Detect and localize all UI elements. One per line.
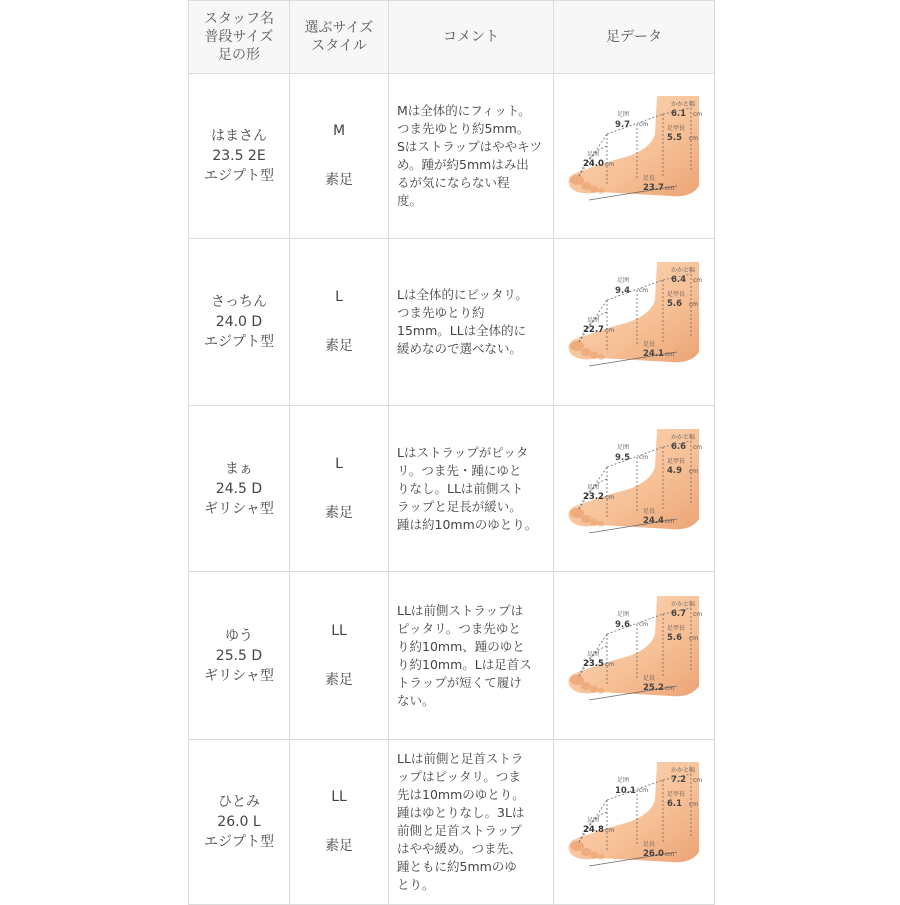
instep-unit: cm — [639, 453, 649, 461]
foot-width-unit: cm — [689, 634, 699, 642]
size-comparison-table — [188, 0, 715, 905]
ball-label: 足囲 — [587, 817, 600, 824]
length-label: 足長 — [643, 507, 656, 515]
foot-width-value: 5.5 — [667, 133, 683, 143]
staff-name: さっちん — [211, 294, 267, 310]
length-value: 23.7 — [643, 183, 664, 193]
staff-name: はまさん — [211, 128, 267, 144]
table-row — [189, 406, 715, 572]
instep-value: 9.7 — [615, 120, 631, 130]
chosen-size: L — [335, 289, 343, 305]
foot-diagram — [559, 594, 709, 718]
staff-cell — [189, 74, 290, 239]
ball-value: 23.5 — [583, 658, 604, 669]
size-cell — [290, 572, 389, 740]
instep-label: 足囲 — [617, 111, 630, 118]
table-row — [189, 239, 715, 406]
ball-label: 足囲 — [587, 317, 600, 324]
style: 素足 — [325, 338, 353, 354]
length-unit: cm — [665, 684, 675, 692]
instep-label: 足囲 — [617, 443, 630, 451]
heel-width-label: かかと幅 — [671, 767, 696, 774]
staff-cell — [189, 740, 290, 905]
instep-unit: cm — [639, 620, 649, 628]
length-label: 足長 — [643, 341, 656, 348]
size-cell — [290, 406, 389, 572]
heel-width-label: かかと幅 — [671, 600, 696, 608]
header-comment: コメント — [389, 1, 554, 74]
table-row — [189, 740, 715, 905]
foot-diagram — [559, 94, 709, 218]
comment-cell: Mは全体的にフィット。 つま先ゆとり約5mm。 Sはストラップはややキツ め。踵が約5mmはみ出 るが気にならない程 度。 — [389, 74, 554, 239]
heel-width-unit: cm — [693, 111, 703, 118]
style: 素足 — [325, 838, 353, 854]
foot-width-value: 6.1 — [667, 799, 683, 809]
foot-width-unit: cm — [689, 467, 699, 475]
heel-width-unit: cm — [693, 277, 703, 284]
style: 素足 — [325, 504, 353, 521]
foot-shape: ギリシャ型 — [204, 500, 274, 517]
ball-label: 足囲 — [587, 483, 600, 491]
heel-width-unit: cm — [693, 777, 703, 784]
instep-label: 足囲 — [617, 610, 630, 618]
size-cell — [290, 239, 389, 406]
style: 素足 — [325, 671, 353, 688]
usual-size: 24.0 D — [215, 314, 263, 330]
instep-unit: cm — [639, 287, 649, 294]
foot-width-label: 足甲長 — [667, 291, 686, 298]
comment-cell: Lはストラップがピッタ リ。つま先・踵にゆと りなし。LLは前側スト ラップと足長が緩い。 踵は約10mmのゆとり。 — [389, 406, 554, 572]
ball-unit: cm — [605, 660, 615, 668]
comment-cell: Lは全体的にピッタリ。 つま先ゆとり約 15mm。LLは全体的に 緩めなので選べない。 — [389, 239, 554, 406]
foot-diagram — [559, 260, 709, 384]
instep-value: 9.6 — [615, 619, 631, 630]
heel-width-label: かかと幅 — [671, 433, 696, 441]
foot-data-cell — [554, 239, 715, 406]
chosen-size: M — [332, 123, 346, 139]
instep-value: 10.1 — [615, 786, 636, 796]
heel-width-label: かかと幅 — [671, 267, 696, 274]
staff-cell — [189, 406, 290, 572]
foot-width-label: 足甲長 — [667, 624, 686, 632]
usual-size: 24.5 D — [215, 480, 263, 497]
ball-value: 23.2 — [583, 491, 604, 502]
chosen-size: LL — [331, 622, 347, 639]
foot-width-unit: cm — [689, 801, 699, 808]
foot-width-label: 足甲長 — [667, 125, 686, 132]
staff-cell — [189, 239, 290, 406]
ball-label: 足囲 — [587, 151, 600, 158]
heel-width-unit: cm — [693, 610, 703, 618]
foot-shape: エジプト型 — [204, 168, 274, 184]
foot-shape: ギリシャ型 — [204, 667, 274, 684]
heel-width-value: 6.6 — [671, 441, 687, 452]
ball-unit: cm — [605, 493, 615, 501]
length-value: 24.1 — [643, 349, 664, 359]
ball-value: 24.8 — [583, 825, 604, 835]
staff-name: ゆう — [225, 627, 253, 644]
heel-width-unit: cm — [693, 443, 703, 451]
foot-data-cell — [554, 740, 715, 905]
ball-unit: cm — [605, 161, 615, 168]
foot-width-value: 5.6 — [667, 299, 683, 309]
foot-data-cell — [554, 74, 715, 239]
staff-name: まぁ — [225, 460, 253, 477]
length-unit: cm — [665, 185, 675, 192]
size-cell — [290, 740, 389, 905]
length-label: 足長 — [643, 175, 656, 182]
foot-diagram — [559, 760, 709, 884]
style: 素足 — [325, 172, 353, 188]
header-size-style: 選ぶサイズ スタイル — [290, 1, 389, 74]
heel-width-value: 7.2 — [671, 775, 687, 785]
ball-unit: cm — [605, 327, 615, 334]
comment-cell: LLは前側と足首ストラ ップはピッタリ。つま 先は10mmのゆとり。 踵はゆとりなし。3Lは 前側と足首ストラップ はやや緩め。つま先、 踵ともに約5mmのゆ とり。 — [389, 740, 554, 905]
instep-unit: cm — [639, 121, 649, 128]
instep-unit: cm — [639, 787, 649, 794]
ball-unit: cm — [605, 827, 615, 834]
length-unit: cm — [665, 351, 675, 358]
heel-width-value: 6.4 — [671, 275, 687, 285]
instep-label: 足囲 — [617, 777, 630, 784]
heel-width-label: かかと幅 — [671, 101, 696, 108]
foot-diagram — [559, 427, 709, 551]
foot-shape: エジプト型 — [204, 334, 274, 350]
table-header-row — [189, 1, 715, 74]
length-value: 24.4 — [643, 515, 664, 526]
foot-width-label: 足甲長 — [667, 791, 686, 798]
foot-shape: エジプト型 — [204, 834, 274, 850]
ball-value: 22.7 — [583, 325, 604, 335]
usual-size: 23.5 2E — [212, 148, 266, 164]
size-cell — [290, 74, 389, 239]
table-row — [189, 572, 715, 740]
heel-width-value: 6.7 — [671, 608, 687, 619]
foot-width-value: 5.6 — [667, 632, 683, 643]
foot-width-label: 足甲長 — [667, 457, 686, 465]
instep-label: 足囲 — [617, 277, 630, 284]
table-row — [189, 74, 715, 239]
ball-value: 24.0 — [583, 159, 604, 169]
length-unit: cm — [665, 851, 675, 858]
foot-data-cell — [554, 572, 715, 740]
comment-cell: LLは前側ストラップは ピッタリ。つま先ゆと り約10mm、踵のゆと り約10mm。Lは足首ス トラップが短くて履け ない。 — [389, 572, 554, 740]
ball-label: 足囲 — [587, 650, 600, 658]
usual-size: 25.5 D — [215, 647, 263, 664]
instep-value: 9.4 — [615, 286, 631, 296]
length-value: 25.2 — [643, 682, 664, 693]
instep-value: 9.5 — [615, 452, 631, 463]
length-unit: cm — [665, 517, 675, 525]
chosen-size: L — [335, 455, 343, 472]
foot-width-value: 4.9 — [667, 465, 683, 476]
length-value: 26.0 — [643, 849, 664, 859]
foot-width-unit: cm — [689, 301, 699, 308]
usual-size: 26.0 L — [217, 814, 261, 830]
length-label: 足長 — [643, 674, 656, 682]
header-foot-data: 足データ — [554, 1, 715, 74]
foot-width-unit: cm — [689, 135, 699, 142]
staff-name: ひとみ — [218, 794, 260, 810]
length-label: 足長 — [643, 841, 656, 848]
chosen-size: LL — [331, 789, 347, 805]
heel-width-value: 6.1 — [671, 109, 687, 119]
staff-cell — [189, 572, 290, 740]
foot-data-cell — [554, 406, 715, 572]
header-staff: スタッフ名 普段サイズ 足の形 — [189, 1, 290, 74]
